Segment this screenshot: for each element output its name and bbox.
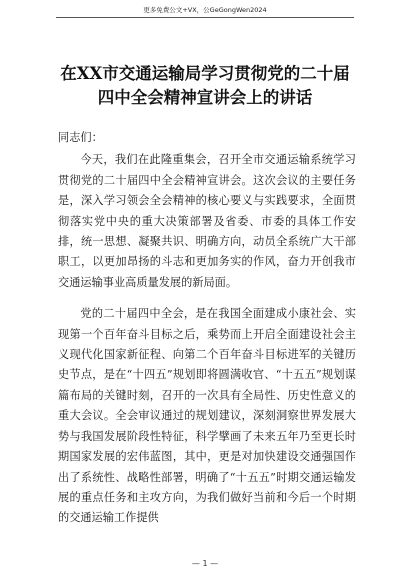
salutation: 同志们：	[58, 131, 103, 144]
document-title	[20, 62, 390, 110]
header-divider	[56, 17, 354, 18]
title-line-1: 在XX市交通运输局学习贯彻党的二十届	[60, 64, 350, 83]
title-line-2: 四中全会精神宣讲会上的讲话	[97, 88, 313, 107]
paragraph-1: 今天，我们在此隆重集会，召开全市交通运输系统学习贯彻党的二十届四中全会精神宣讲会。这次会议的主要任务是，深入学习领会全会精神的核心要义与实践要求，全面贯彻落实党中央的重大决策部署及省委、市委的具体工作安排，统一思想、凝聚共识、明确方向，动员全系统广大干部职工，以更加昂扬的斗志和更加务实的作风，奋力开创我市交通运输事业高质量发展的新局面。	[58, 153, 356, 289]
document-body	[58, 128, 356, 540]
header-note: 更多免费公文+VX，公GeGongWen2024	[143, 6, 267, 14]
page-number: — 1 —	[191, 559, 219, 568]
paragraph-2: 党的二十届四中全会，是在我国全面建成小康社会、实现第一个百年奋斗目标之后，乘势而上开启全面建设社会主义现代化国家新征程、向第二个百年奋斗目标进军的关键历史节点，是在“十四五”规划即将圆满收官、“十五五”规划谋篇布局的关键时刻，召开的一次具有全局性、历史性意义的重大会议。全会审议通过的规划建议，深刻洞察世界发展大势与我国发展阶段性特征，科学擘画了未来五年乃至更长时期国家发展的宏伟蓝图，其中，更是对加快建设交通强国作出了系统性、战略性部署，明确了“十五五”时期交通运输发展的重点任务和主攻方向，为我们做好当前和今后一个时期的交通运输工作提供	[58, 307, 356, 525]
